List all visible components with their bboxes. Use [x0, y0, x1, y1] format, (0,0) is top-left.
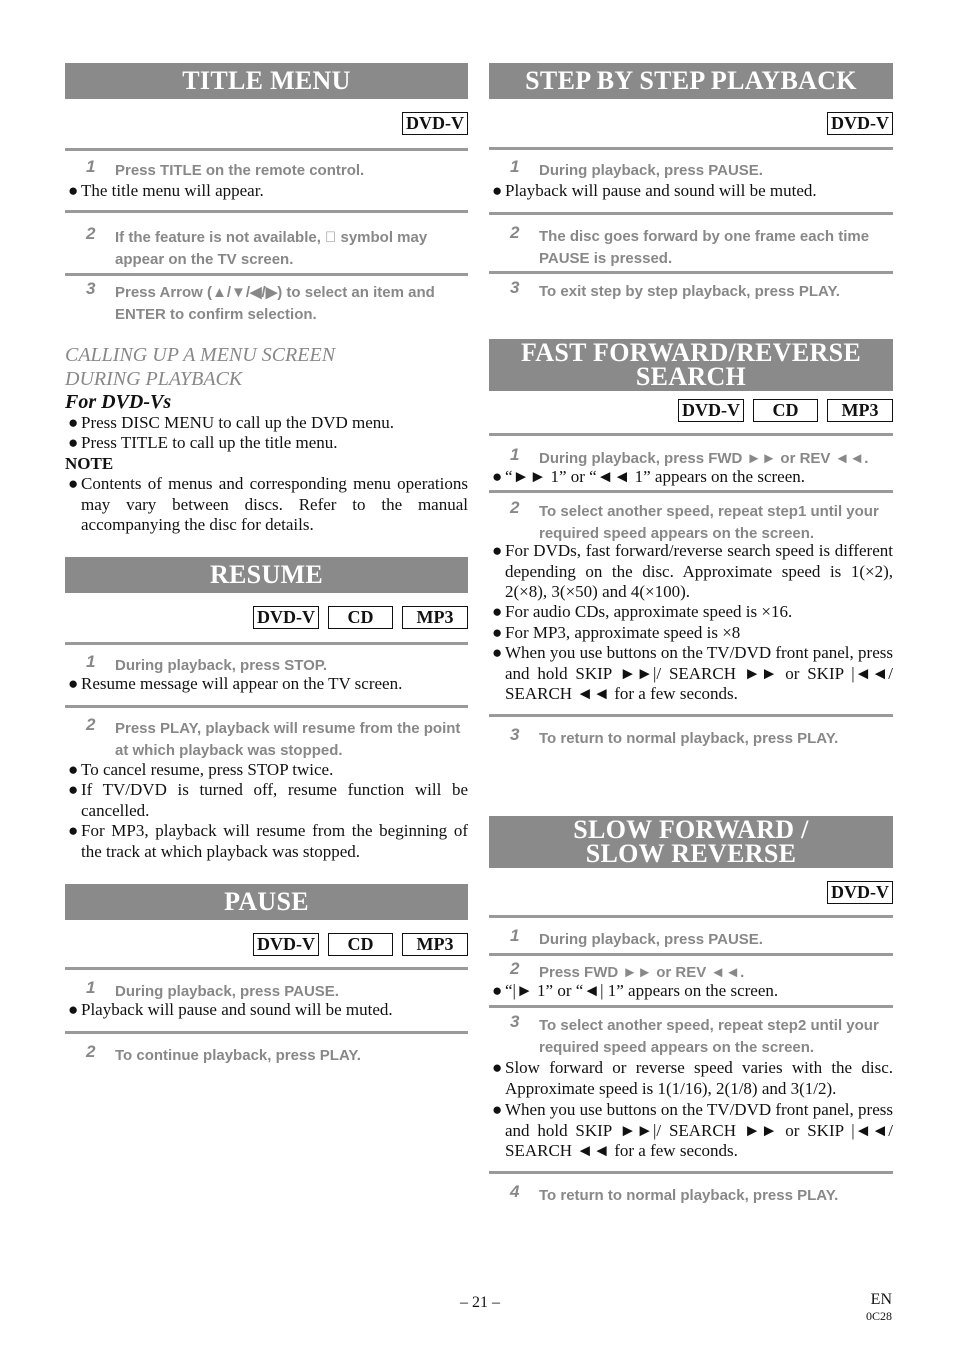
bullet-text: For MP3, playback will resume from the beginning of the track at which playback was stopped.	[81, 821, 468, 861]
step-number: 1	[510, 157, 520, 176]
document-code: 0C28	[865, 1309, 892, 1323]
bullet: ● For MP3, approximate speed is ×8	[492, 623, 893, 644]
step-number: 3	[510, 278, 520, 297]
badge-dvd-v: DVD-V	[827, 112, 893, 135]
divider	[65, 210, 468, 213]
divider	[489, 1171, 893, 1174]
bullet: ● When you use buttons on the TV/DVD front panel, press and hold SKIP ►►|/ SEARCH ►► or SKIP |◄◄/ SEARCH ◄◄ for a few seconds.	[492, 1100, 893, 1160]
heading-line-2: SLOW REVERSE	[585, 839, 797, 868]
divider	[65, 273, 468, 276]
step-number: 1	[86, 978, 96, 997]
fast-search-badges	[678, 399, 893, 422]
divider	[65, 705, 468, 708]
divider	[65, 1031, 468, 1034]
title-menu-badges	[402, 112, 468, 135]
page-number: – 21 –	[460, 1294, 500, 1311]
divider	[489, 147, 893, 150]
bullet-text: For DVDs, fast forward/reverse search speed is different depending on the disc. Approximate speed is 1(×2), 2(×8), 3(×50) and 4(×100).	[505, 541, 893, 601]
step-text: To return to normal playback, press PLAY.	[539, 1187, 839, 1204]
bullet: ● “►► 1” or “◄◄ 1” appears on the screen.	[492, 467, 893, 488]
badge-mp3: MP3	[402, 606, 468, 629]
step-text: If the feature is not available, ⃠ symbol may appear on the TV screen.	[115, 229, 428, 268]
step-text: To select another speed, repeat step2 until your required speed appears on the screen.	[539, 1017, 879, 1056]
badge-cd: CD	[753, 399, 818, 422]
heading-line-2: SEARCH	[635, 362, 747, 391]
step-number: 4	[510, 1182, 520, 1201]
resume-heading: RESUME	[65, 557, 468, 593]
pause-heading: PAUSE	[65, 884, 468, 920]
step-text: Press PLAY, playback will resume from the point at which playback was stopped.	[115, 720, 461, 759]
divider	[489, 915, 893, 918]
bullet: ● Resume message will appear on the TV screen.	[68, 674, 468, 695]
bullet-text: To cancel resume, press STOP twice.	[81, 760, 334, 779]
calling-heading-1: CALLING UP A MENU SCREEN	[65, 344, 336, 366]
step-text: To continue playback, press PLAY.	[115, 1047, 361, 1064]
bullet-text: Playback will pause and sound will be muted.	[81, 1000, 393, 1019]
step-number: 1	[510, 926, 520, 945]
bullet-text: When you use buttons on the TV/DVD front panel, press and hold SKIP ►►|/ SEARCH ►► or SKIP |◄◄/ SEARCH ◄◄ for a few seconds.	[505, 643, 893, 703]
resume-section	[65, 557, 468, 861]
step-text: Press TITLE on the remote control.	[115, 162, 365, 179]
bullet-text: “|► 1” or “◄| 1” appears on the screen.	[505, 981, 779, 1000]
slow-heading	[489, 816, 893, 868]
badge-dvd-v: DVD-V	[402, 112, 468, 135]
bullet-text: Resume message will appear on the TV screen.	[81, 674, 403, 693]
step-number: 3	[86, 279, 96, 298]
fast-search-heading	[489, 339, 893, 391]
slow-section	[489, 815, 893, 1204]
step-number: 2	[86, 224, 96, 243]
bullet: ● Playback will pause and sound will be muted.	[492, 181, 893, 202]
fast-search-section	[489, 338, 893, 747]
divider	[65, 967, 468, 970]
pause-section	[65, 884, 468, 1064]
bullet-text: Press DISC MENU to call up the DVD menu.	[81, 413, 395, 432]
resume-badges	[253, 606, 468, 629]
title-menu-section	[65, 63, 468, 534]
step-text: During playback, press FWD ►► or REV ◄◄.	[539, 450, 869, 467]
badge-mp3: MP3	[402, 933, 468, 956]
language-code: EN	[870, 1291, 892, 1308]
divider	[65, 148, 468, 151]
divider	[489, 490, 893, 493]
bullet: ● For DVDs, fast forward/reverse search speed is different depending on the disc. Approximate speed is 1(×2), 2(×8), 3(×50) and 4(×100).	[492, 541, 893, 601]
step-number: 2	[86, 1042, 96, 1061]
bullet-text: For MP3, approximate speed is ×8	[505, 623, 741, 642]
step-by-step-heading: STEP BY STEP PLAYBACK	[489, 63, 893, 99]
badge-cd: CD	[328, 933, 393, 956]
step-number: 1	[86, 652, 96, 671]
heading-line-1: FAST FORWARD/REVERSE	[520, 338, 861, 367]
step-text: During playback, press PAUSE.	[539, 162, 763, 179]
step-text: Press Arrow (▲/▼/◀/▶) to select an item and ENTER to confirm selection.	[115, 284, 435, 323]
bullet-text: The title menu will appear.	[81, 181, 264, 200]
step-number: 3	[510, 1012, 520, 1031]
bullet: ● If TV/DVD is turned off, resume function will be cancelled.	[68, 780, 468, 820]
step-text: To select another speed, repeat step1 until your required speed appears on the screen.	[539, 503, 879, 542]
divider	[489, 433, 893, 436]
step-number: 1	[510, 445, 520, 464]
pause-badges	[253, 933, 468, 956]
bullet: ● To cancel resume, press STOP twice.	[68, 760, 468, 781]
step-number: 2	[510, 223, 520, 242]
step-text: During playback, press PAUSE.	[115, 983, 339, 1000]
badge-dvd-v: DVD-V	[253, 606, 319, 629]
divider	[489, 271, 893, 274]
bullet-text: Slow forward or reverse speed varies with the disc. Approximate speed is 1(1/16), 2(1/8) and 3(1/2).	[505, 1058, 893, 1098]
bullet: ● Press DISC MENU to call up the DVD menu.	[68, 413, 468, 434]
badge-mp3: MP3	[827, 399, 893, 422]
for-dvd-label: For DVD-Vs	[65, 391, 172, 413]
bullet: ● When you use buttons on the TV/DVD front panel, press and hold SKIP ►►|/ SEARCH ►► or SKIP |◄◄/ SEARCH ◄◄ for a few seconds.	[492, 643, 893, 703]
heading-line-1: SLOW FORWARD /	[573, 815, 809, 844]
divider	[65, 642, 468, 645]
step-by-step-badges	[827, 112, 893, 135]
divider	[489, 953, 893, 956]
bullet: ● Slow forward or reverse speed varies with the disc. Approximate speed is 1(1/16), 2(1/8) and 3(1/2).	[492, 1058, 893, 1098]
step-text: The disc goes forward by one frame each time PAUSE is pressed.	[539, 228, 870, 267]
note-label: NOTE	[65, 454, 114, 473]
bullet-text: For audio CDs, approximate speed is ×16.	[505, 602, 793, 621]
badge-dvd-v: DVD-V	[678, 399, 744, 422]
title-menu-heading: TITLE MENU	[65, 63, 468, 99]
step-text: To exit step by step playback, press PLAY.	[539, 283, 840, 300]
bullet-text: If TV/DVD is turned off, resume function will be cancelled.	[81, 780, 468, 820]
step-number: 2	[86, 715, 96, 734]
bullet-text: “►► 1” or “◄◄ 1” appears on the screen.	[505, 467, 805, 486]
divider	[489, 1005, 893, 1008]
bullet-text: Press TITLE to call up the title menu.	[81, 433, 338, 452]
step-number: 3	[510, 725, 520, 744]
bullet-text: When you use buttons on the TV/DVD front panel, press and hold SKIP ►►|/ SEARCH ►► or SKIP |◄◄/ SEARCH ◄◄ for a few seconds.	[505, 1100, 893, 1160]
slow-badges	[827, 881, 893, 904]
step-number: 2	[510, 959, 520, 978]
bullet: ● Contents of menus and corresponding menu operations may vary between discs. Refer to the manual accompanying the disc for details.	[68, 474, 468, 534]
badge-cd: CD	[328, 606, 393, 629]
step-number: 2	[510, 498, 520, 517]
bullet: ● Press TITLE to call up the title menu.	[68, 433, 468, 454]
badge-dvd-v: DVD-V	[253, 933, 319, 956]
step-text: During playback, press PAUSE.	[539, 931, 763, 948]
badge-dvd-v: DVD-V	[827, 881, 893, 904]
bullet: ● The title menu will appear.	[68, 181, 468, 202]
bullet: ● For audio CDs, approximate speed is ×16.	[492, 602, 893, 623]
step-text: To return to normal playback, press PLAY.	[539, 730, 839, 747]
step-number: 1	[86, 157, 96, 176]
step-text: During playback, press STOP.	[115, 657, 328, 674]
step-text: Press FWD ►► or REV ◄◄.	[539, 964, 745, 981]
step-by-step-section	[489, 63, 893, 300]
bullet-text: Playback will pause and sound will be muted.	[505, 181, 817, 200]
bullet-text: Contents of menus and corresponding menu operations may vary between discs. Refer to the manual accompanying the disc for details.	[81, 474, 468, 534]
divider	[489, 714, 893, 717]
bullet: ● For MP3, playback will resume from the beginning of the track at which playback was stopped.	[68, 821, 468, 861]
bullet: ● Playback will pause and sound will be muted.	[68, 1000, 468, 1021]
divider	[489, 212, 893, 215]
bullet: ● “|► 1” or “◄| 1” appears on the screen.	[492, 981, 893, 1002]
calling-heading-2: DURING PLAYBACK	[65, 368, 243, 390]
